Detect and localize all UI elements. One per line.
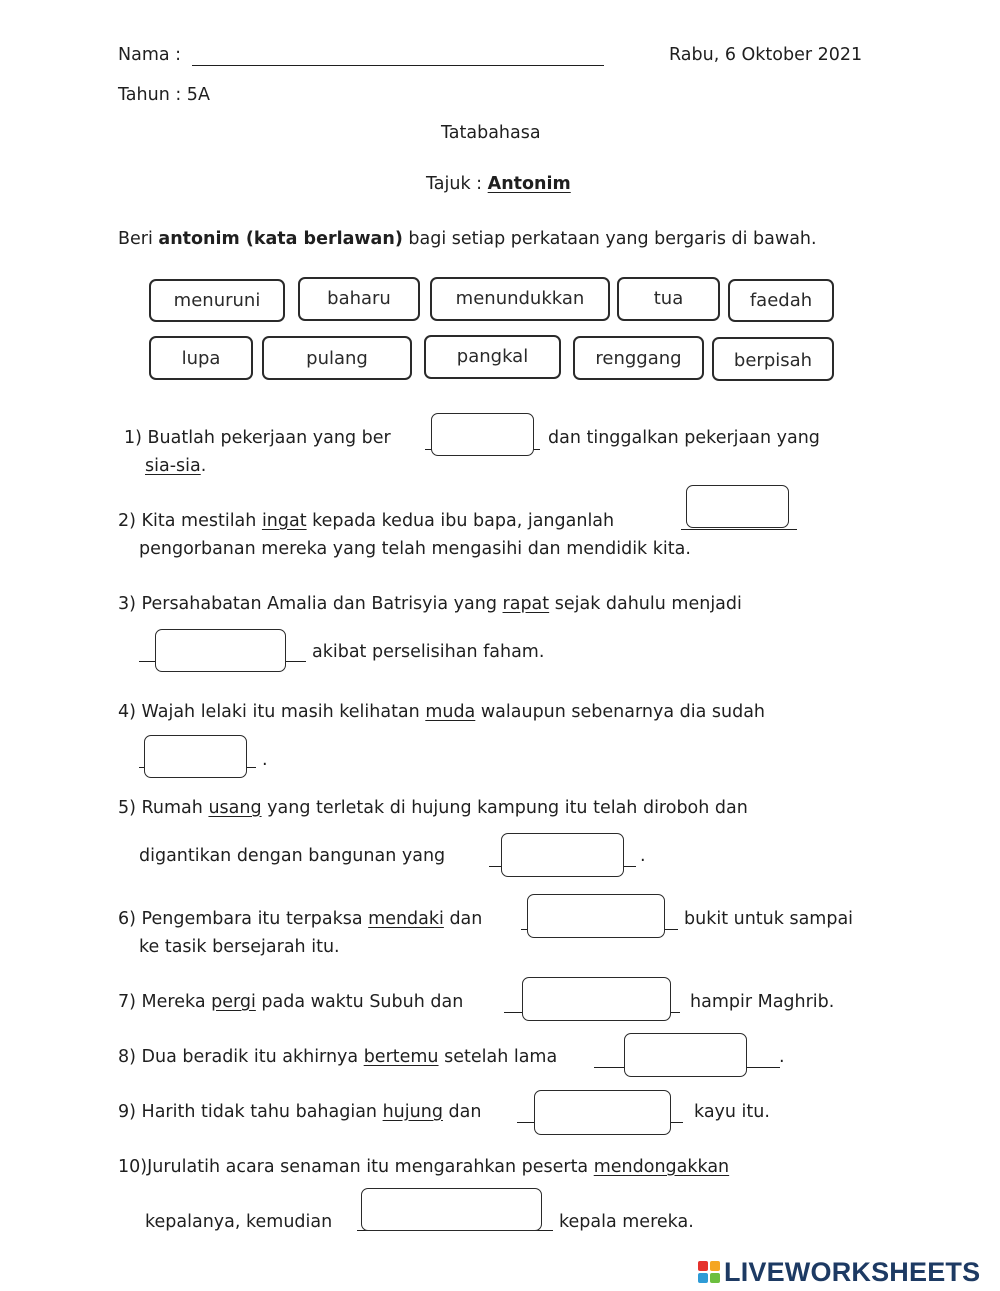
- q2-number: 2): [118, 511, 136, 531]
- q6-answer-box[interactable]: [527, 894, 665, 938]
- tahun-text: Tahun : 5A: [118, 85, 210, 105]
- liveworksheets-logo-icon: [698, 1261, 720, 1283]
- q7-number: 7): [118, 992, 136, 1012]
- q4-text-b: walaupun sebenarnya dia sudah: [475, 702, 766, 722]
- q8-text-a: Dua beradik itu akhirnya: [141, 1047, 364, 1067]
- q2-underlined-word: ingat: [261, 511, 307, 531]
- q6-text-d: ke tasik bersejarah itu.: [139, 937, 340, 957]
- q10-text-c: kepalanya, kemudian: [145, 1212, 333, 1232]
- q10-number: 10): [118, 1157, 148, 1177]
- q5-text-d: .: [640, 846, 646, 866]
- tajuk-value: Antonim: [487, 174, 571, 194]
- q4-line1: [118, 702, 765, 722]
- q4-text-a: Wajah lelaki itu masih kelihatan: [141, 702, 426, 722]
- q2-text-b: kepada kedua ibu bapa, janganlah: [306, 511, 615, 531]
- q6-line1: [118, 909, 482, 929]
- q10-text-d: kepala mereka.: [559, 1212, 694, 1232]
- q5-underlined-word: usang: [208, 798, 262, 818]
- instruction-pre: Beri: [118, 229, 159, 249]
- q9-line1: [118, 1102, 481, 1122]
- q6-text-c: bukit untuk sampai: [684, 909, 854, 929]
- q5-text-c: digantikan dengan bangunan yang: [139, 846, 446, 866]
- q2-answer-box[interactable]: [686, 485, 789, 528]
- q7-text-b: pada waktu Subuh dan: [255, 992, 464, 1012]
- instruction-bold: antonim (kata berlawan): [158, 229, 403, 249]
- nama-label: Nama :: [118, 45, 182, 65]
- tajuk-label: Tajuk :: [426, 174, 483, 194]
- date-text: Rabu, 6 Oktober 2021: [669, 45, 863, 65]
- q2-line1: [118, 511, 614, 531]
- q4-number: 4): [118, 702, 136, 722]
- q3-underlined-word: rapat: [502, 594, 550, 614]
- logo-square-4: [710, 1273, 720, 1283]
- q5-line1: [118, 798, 748, 818]
- q8-text-b: setelah lama: [438, 1047, 558, 1067]
- q8-number: 8): [118, 1047, 136, 1067]
- logo-square-2: [710, 1261, 720, 1271]
- subject-title: Tatabahasa: [441, 123, 541, 143]
- instruction-text: [118, 229, 817, 249]
- q1-number: 1): [124, 428, 142, 448]
- q1-period: .: [200, 456, 207, 476]
- q3-line1: [118, 594, 742, 614]
- q3-answer-box[interactable]: [155, 629, 286, 672]
- word-chip-renggang[interactable]: renggang: [573, 336, 704, 380]
- logo-square-1: [698, 1261, 708, 1271]
- q9-answer-box[interactable]: [534, 1090, 671, 1135]
- q9-text-b: dan: [442, 1102, 482, 1122]
- nama-answer-line[interactable]: [192, 65, 604, 66]
- q7-text-c: hampir Maghrib.: [690, 992, 835, 1012]
- q1-answer-box[interactable]: [431, 413, 534, 456]
- q6-number: 6): [118, 909, 136, 929]
- q5-answer-box[interactable]: [501, 833, 624, 877]
- instruction-post: bagi setiap perkataan yang bergaris di bawah.: [402, 229, 817, 249]
- q10-underlined-word: mendongakkan: [593, 1157, 730, 1177]
- q6-text-b: dan: [443, 909, 483, 929]
- q7-underlined-word: pergi: [211, 992, 256, 1012]
- q3-text-a: Persahabatan Amalia dan Batrisyia yang: [141, 594, 503, 614]
- word-chip-berpisah[interactable]: berpisah: [712, 337, 834, 381]
- liveworksheets-logo-text: LIVEWORKSHEETS: [724, 1256, 981, 1287]
- q3-text-c: akibat perselisihan faham.: [312, 642, 545, 662]
- word-chip-menundukkan[interactable]: menundukkan: [430, 277, 610, 321]
- q9-number: 9): [118, 1102, 136, 1122]
- q3-number: 3): [118, 594, 136, 614]
- q5-text-a: Rumah: [141, 798, 209, 818]
- q6-text-a: Pengembara itu terpaksa: [141, 909, 369, 929]
- word-chip-pulang[interactable]: pulang: [262, 336, 412, 380]
- q4-answer-box[interactable]: [144, 735, 247, 778]
- q4-underlined-word: muda: [425, 702, 476, 722]
- q10-line1: [118, 1157, 729, 1177]
- q5-text-b: yang terletak di hujung kampung itu telah diroboh dan: [261, 798, 748, 818]
- q9-text-a: Harith tidak tahu bahagian: [141, 1102, 383, 1122]
- q10-text-a: Jurulatih acara senaman itu mengarahkan peserta: [147, 1157, 594, 1177]
- q1-line2: [145, 456, 206, 476]
- q2-text-c: pengorbanan mereka yang telah mengasihi dan mendidik kita.: [139, 539, 691, 559]
- q8-underlined-word: bertemu: [363, 1047, 439, 1067]
- q7-answer-box[interactable]: [522, 977, 671, 1021]
- q8-answer-box[interactable]: [624, 1033, 747, 1077]
- q4-text-c: .: [262, 750, 268, 770]
- word-chip-menuruni[interactable]: menuruni: [149, 279, 285, 322]
- q9-text-c: kayu itu.: [694, 1102, 770, 1122]
- word-chip-tua[interactable]: tua: [617, 277, 720, 321]
- word-chip-baharu[interactable]: baharu: [298, 277, 420, 321]
- q1-text-b: dan tinggalkan pekerjaan yang: [548, 428, 820, 448]
- liveworksheets-logo[interactable]: [698, 1258, 980, 1286]
- logo-square-3: [698, 1273, 708, 1283]
- word-chip-lupa[interactable]: lupa: [149, 336, 253, 380]
- q2-text-a: Kita mestilah: [141, 511, 262, 531]
- word-chip-pangkal[interactable]: pangkal: [424, 335, 561, 379]
- tajuk-heading: [426, 174, 571, 194]
- word-chip-faedah[interactable]: faedah: [728, 279, 834, 322]
- q9-underlined-word: hujung: [382, 1102, 443, 1122]
- q5-number: 5): [118, 798, 136, 818]
- q1-underlined-word: sia-sia: [145, 456, 201, 476]
- q2-answer-line: [681, 529, 797, 530]
- q1-text-a: Buatlah pekerjaan yang ber: [147, 428, 391, 448]
- q8-text-c: .: [779, 1047, 785, 1067]
- q7-line1: [118, 992, 463, 1012]
- q3-text-b: sejak dahulu menjadi: [549, 594, 742, 614]
- q7-text-a: Mereka: [141, 992, 212, 1012]
- q6-underlined-word: mendaki: [368, 909, 444, 929]
- q1-line1: [124, 428, 391, 448]
- q10-answer-box[interactable]: [361, 1188, 542, 1231]
- q8-line1: [118, 1047, 557, 1067]
